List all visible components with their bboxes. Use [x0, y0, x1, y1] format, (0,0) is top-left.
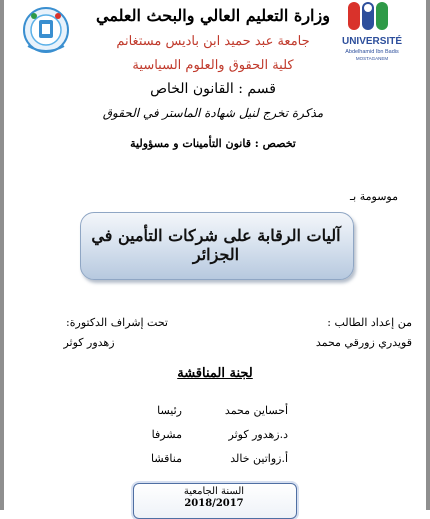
university-logo-icon	[332, 0, 412, 70]
student-name: قويدري زورقي محمد	[315, 336, 412, 349]
page-border-right	[426, 0, 430, 510]
thesis-title: آليات الرقابة على شركات التأمين في الجزائر	[91, 226, 341, 264]
logo-university-label: UNIVERSITÉ	[341, 36, 403, 47]
department-name: قسم : القانون الخاص	[150, 81, 276, 97]
faculty-logo-icon	[20, 2, 72, 58]
ministry-heading: وزارة التعليم العالي والبحث العلمي	[96, 6, 330, 25]
jury-member-name-1: أحساين محمد	[224, 404, 288, 417]
jury-member-role-3: مناقشا	[151, 452, 182, 465]
jury-title: لجنة المناقشة	[177, 366, 253, 381]
jury-member-name-2: د.زهدور كوثر	[228, 428, 288, 441]
supervisor-label: تحت إشراف الدكتورة:	[66, 316, 168, 329]
jury-member-role-1: رئيسا	[157, 404, 182, 417]
jury-member-name-3: أ.زواتين خالد	[230, 452, 288, 465]
specialty-line: تخصص : قانون التأمينات و مسؤولية	[130, 137, 296, 150]
title-intro: موسومة بـ	[349, 190, 398, 203]
academic-year-value: 2018/2017	[184, 498, 244, 509]
student-label: من إعداد الطالب :	[327, 316, 412, 329]
jury-member-role-2: مشرفا	[151, 428, 182, 441]
page-border-left	[0, 0, 4, 510]
logo-university-sub: Abdelhamid Ibn Badis	[345, 49, 399, 55]
supervisor-name: زهدور كوثر	[63, 336, 115, 349]
university-name: جامعة عبد حميد ابن باديس مستغانم	[116, 34, 310, 49]
academic-year-label: السنة الجامعية	[183, 486, 245, 497]
faculty-name: كلية الحقوق والعلوم السياسية	[132, 58, 294, 73]
memo-description: مذكرة تخرج لنيل شهادة الماستر في الحقوق	[102, 106, 324, 120]
logo-university-city: MOSTAGANEM	[355, 56, 389, 61]
